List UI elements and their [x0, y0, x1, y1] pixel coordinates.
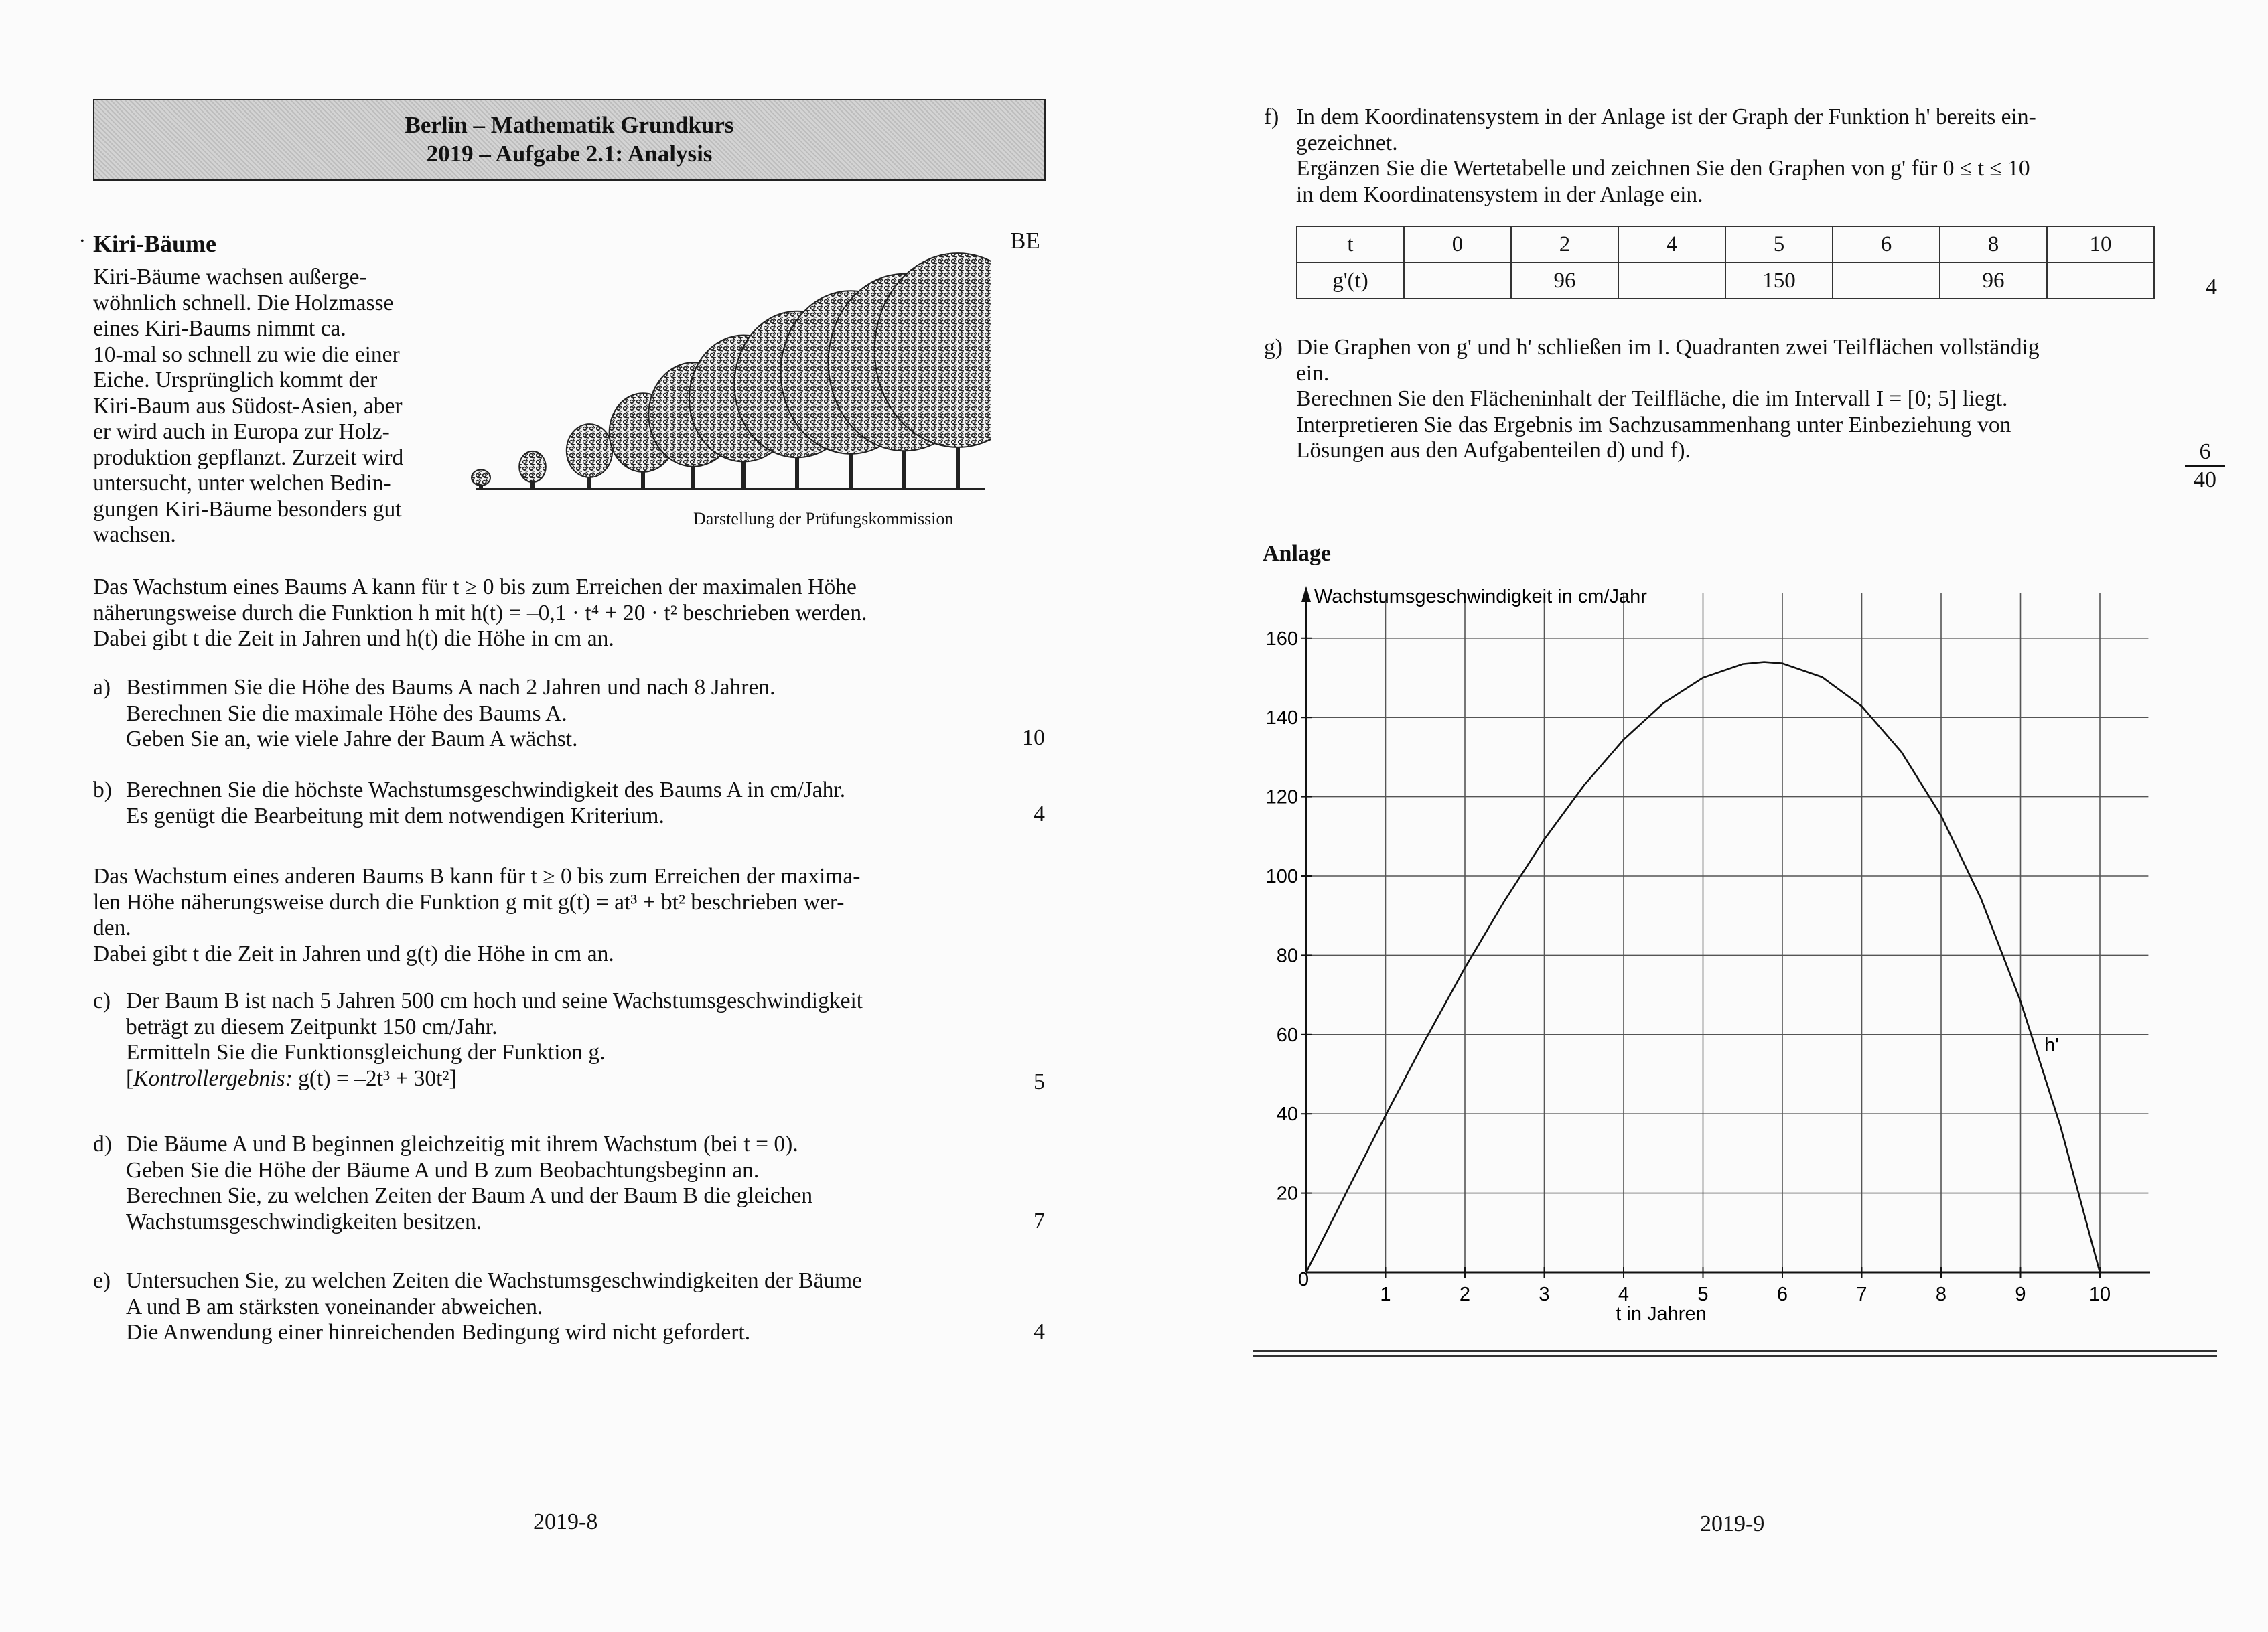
tree-crown	[519, 451, 546, 482]
text-line: Berechnen Sie, zu welchen Zeiten der Baum A und der Baum B die gleichen	[126, 1183, 813, 1208]
control-value: g(t) = –2t³ + 30t²]	[292, 1065, 457, 1091]
text-line: Wachstumsgeschwindigkeiten besitzen.	[126, 1209, 482, 1234]
intro-line: produktion gepflanzt. Zurzeit wird	[93, 445, 404, 470]
image-caption: Darstellung der Prüfungskommission	[693, 509, 954, 528]
text-line: näherungsweise durch die Funktion h mit h(t) = –0,1 · t⁴ + 20 · t² beschrieben werden.	[93, 600, 867, 625]
y-tick-label: 120	[1265, 786, 1298, 808]
value-table	[1296, 226, 2155, 299]
text-line: Der Baum B ist nach 5 Jahren 500 cm hoch und seine Wachstumsgeschwindigkeit	[126, 988, 863, 1013]
task-d-be: 7	[1034, 1209, 1045, 1234]
text-line: Interpretieren Sie das Ergebnis im Sachzusammenhang unter Einbeziehung von	[1296, 412, 2011, 437]
origin-label: 0	[1298, 1269, 1309, 1290]
intro-line: untersucht, unter welchen Bedin-	[93, 471, 391, 496]
text-line: Ergänzen Sie die Wertetabelle und zeichnen Sie den Graphen von g' für 0 ≤ t ≤ 10	[1296, 156, 2030, 181]
be-total	[2185, 439, 2225, 494]
task-f-letter: f)	[1264, 104, 1279, 129]
text-line: In dem Koordinatensystem in der Anlage ist der Graph der Funktion h' bereits ein-	[1296, 104, 2036, 129]
page-number-right: 2019-9	[1700, 1511, 1765, 1536]
table-row	[1297, 263, 2154, 299]
task-c-letter: c)	[93, 988, 111, 1013]
table-cell	[1618, 263, 1725, 299]
text-line: Die Graphen von g' und h' schließen im I. Quadranten zwei Teilflächen vollständig	[1296, 335, 2040, 360]
intro-line: Kiri-Baum aus Südost-Asien, aber	[93, 393, 403, 419]
divider-line	[1253, 1350, 2217, 1352]
task-f-text	[1296, 104, 2036, 208]
text-line: Das Wachstum eines anderen Baums B kann für t ≥ 0 bis zum Erreichen der maxima-	[93, 864, 861, 889]
intro-line: er wird auch in Europa zur Holz-	[93, 419, 390, 444]
table-cell	[1833, 263, 1940, 299]
x-tick-label: 7	[1856, 1284, 1867, 1305]
anlage-title: Anlage	[1263, 541, 1331, 566]
text-line: den.	[93, 915, 131, 940]
control-result: [Kontrollergebnis: g(t) = –2t³ + 30t²]	[126, 1065, 457, 1091]
chart-axes	[1301, 586, 2150, 1277]
table-cell: 0	[1404, 226, 1511, 263]
table-cell	[2047, 263, 2154, 299]
x-tick-label: 8	[1935, 1284, 1947, 1305]
intro-line: Eiche. Ursprünglich kommt der	[93, 368, 378, 392]
table-cell: 10	[2047, 226, 2154, 263]
exam-header	[93, 99, 1046, 181]
task-b-letter: b)	[93, 777, 112, 802]
header-line-1: Berlin – Mathematik Grundkurs	[405, 112, 734, 138]
x-axis-label: t in Jahren	[1616, 1303, 1707, 1325]
text-line: Das Wachstum eines Baums A kann für t ≥ 0 bis zum Erreichen der maximalen Höhe	[93, 575, 857, 599]
paragraph-baum-b	[93, 864, 860, 967]
chart-grid	[1306, 593, 2148, 1272]
text-line: Bestimmen Sie die Höhe des Baums A nach 2 Jahren und nach 8 Jahren.	[126, 675, 776, 700]
table-cell: t	[1297, 226, 1404, 263]
page-number-left: 2019-8	[533, 1509, 598, 1534]
header-line-2: 2019 – Aufgabe 2.1: Analysis	[426, 141, 713, 167]
y-tick-label: 20	[1276, 1183, 1298, 1205]
text-line: Dabei gibt t die Zeit in Jahren und g(t) die Höhe in cm an.	[93, 941, 614, 966]
text-line: Lösungen aus den Aufgabenteilen d) und f).	[1296, 438, 1691, 463]
task-d-text	[126, 1132, 812, 1235]
chart-ticks	[1266, 628, 2111, 1305]
tree-crown	[472, 469, 490, 486]
x-tick-label: 10	[2088, 1284, 2111, 1305]
intro-line: gungen Kiri-Bäume besonders gut	[93, 496, 402, 522]
table-cell: 2	[1511, 226, 1618, 263]
task-g-letter: g)	[1264, 335, 1283, 360]
x-tick-label: 2	[1459, 1284, 1471, 1305]
text-line: Dabei gibt t die Zeit in Jahren und h(t) die Höhe in cm an.	[93, 626, 614, 651]
intro-line: wöhnlich schnell. Die Holzmasse	[93, 290, 394, 315]
x-tick-label: 6	[1776, 1284, 1788, 1305]
x-tick-label: 3	[1539, 1284, 1550, 1305]
task-d-letter: d)	[93, 1132, 112, 1157]
y-tick-label: 80	[1276, 945, 1298, 967]
task-e-be: 4	[1034, 1319, 1045, 1344]
intro-line: eines Kiri-Baums nimmt ca.	[93, 316, 346, 341]
text-line: Die Anwendung einer hinreichenden Bedingung wird nicht gefordert.	[126, 1320, 751, 1345]
x-tick-label: 5	[1697, 1284, 1709, 1305]
text-line: in dem Koordinatensystem in der Anlage ein.	[1296, 181, 1703, 207]
y-tick-label: 100	[1265, 866, 1298, 887]
task-b-be: 4	[1034, 802, 1045, 826]
text-line: ein.	[1296, 360, 1330, 386]
table-row	[1297, 226, 2154, 263]
table-cell: 96	[1940, 263, 2047, 299]
y-axis-label: Wachstumsgeschwindigkeit in cm/Jahr	[1314, 586, 1647, 607]
text-line: Ermitteln Sie die Funktionsgleichung der Funktion g.	[126, 1040, 606, 1065]
task-a-text	[126, 675, 775, 753]
text-line: beträgt zu diesem Zeitpunkt 150 cm/Jahr.	[126, 1014, 498, 1039]
y-tick-label: 60	[1276, 1024, 1298, 1046]
y-axis-arrow	[1301, 586, 1311, 602]
text-line: Geben Sie an, wie viele Jahre der Baum A wächst.	[126, 727, 578, 751]
intro-line: Kiri-Bäume wachsen außerge-	[93, 265, 367, 289]
y-tick-label: 160	[1265, 627, 1298, 650]
x-tick-label: 4	[1618, 1284, 1630, 1305]
text-line: len Höhe näherungsweise durch die Funktion g mit g(t) = at³ + bt² beschrieben wer-	[93, 889, 845, 915]
text-line: Geben Sie die Höhe der Bäume A und B zum Beobachtungsbeginn an.	[126, 1157, 760, 1183]
text-line: A und B am stärksten voneinander abweichen.	[126, 1294, 543, 1319]
be-heading: BE	[1010, 228, 1040, 254]
be-subtotal: 6	[2185, 439, 2225, 467]
task-b-text	[126, 777, 845, 829]
table-cell: 8	[1940, 226, 2047, 263]
text-line: Untersuchen Sie, zu welchen Zeiten die Wachstumsgeschwindigkeiten der Bäume	[126, 1268, 863, 1293]
divider-line	[1253, 1355, 2217, 1357]
paragraph-baum-a	[93, 575, 867, 652]
text-line: Berechnen Sie die höchste Wachstumsgeschwindigkeit des Baums A in cm/Jahr.	[126, 777, 846, 802]
task-e-text	[126, 1268, 862, 1346]
table-cell: g'(t)	[1297, 263, 1404, 299]
table-cell: 96	[1511, 263, 1618, 299]
task-a-letter: a)	[93, 675, 111, 700]
intro-line: 10-mal so schnell zu wie die einer	[93, 342, 400, 367]
text-line: gezeichnet.	[1296, 130, 1398, 155]
table-cell: 4	[1618, 226, 1725, 263]
task-c-text	[126, 988, 863, 1092]
tree-crown	[567, 424, 612, 477]
text-line: Berechnen Sie die maximale Höhe des Baums A.	[126, 700, 567, 726]
intro-line: wachsen.	[93, 522, 176, 547]
growth-rate-chart	[1259, 583, 2150, 1353]
section-title: Kiri-Bäume	[93, 230, 216, 257]
text-line: Es genügt die Bearbeitung mit dem notwendigen Kriterium.	[126, 803, 664, 828]
intro-text	[93, 265, 403, 548]
text-line: Die Bäume A und B beginnen gleichzeitig mit ihrem Wachstum (bei t = 0).	[126, 1132, 798, 1157]
y-tick-label: 140	[1265, 707, 1298, 729]
bullet-dot: •	[80, 236, 84, 247]
table-cell	[1404, 263, 1511, 299]
tree-growth-illustration	[469, 251, 991, 492]
task-e-letter: e)	[93, 1268, 111, 1293]
be-sum: 40	[2194, 467, 2216, 492]
table-cell: 5	[1725, 226, 1833, 263]
table-cell: 150	[1725, 263, 1833, 299]
y-tick-label: 40	[1276, 1104, 1298, 1126]
series-label: h'	[2044, 1034, 2059, 1056]
task-a-be: 10	[1022, 725, 1045, 750]
x-tick-label: 9	[2015, 1284, 2026, 1305]
task-f-be: 4	[2206, 275, 2217, 299]
x-tick-label: 1	[1380, 1284, 1391, 1305]
table-cell: 6	[1833, 226, 1940, 263]
task-g-text	[1296, 335, 2040, 464]
text-line: Berechnen Sie den Flächeninhalt der Teilfläche, die im Intervall I = [0; 5] liegt.	[1296, 386, 2008, 411]
task-c-be: 5	[1034, 1069, 1045, 1094]
control-label: Kontrollergebnis:	[133, 1065, 293, 1091]
